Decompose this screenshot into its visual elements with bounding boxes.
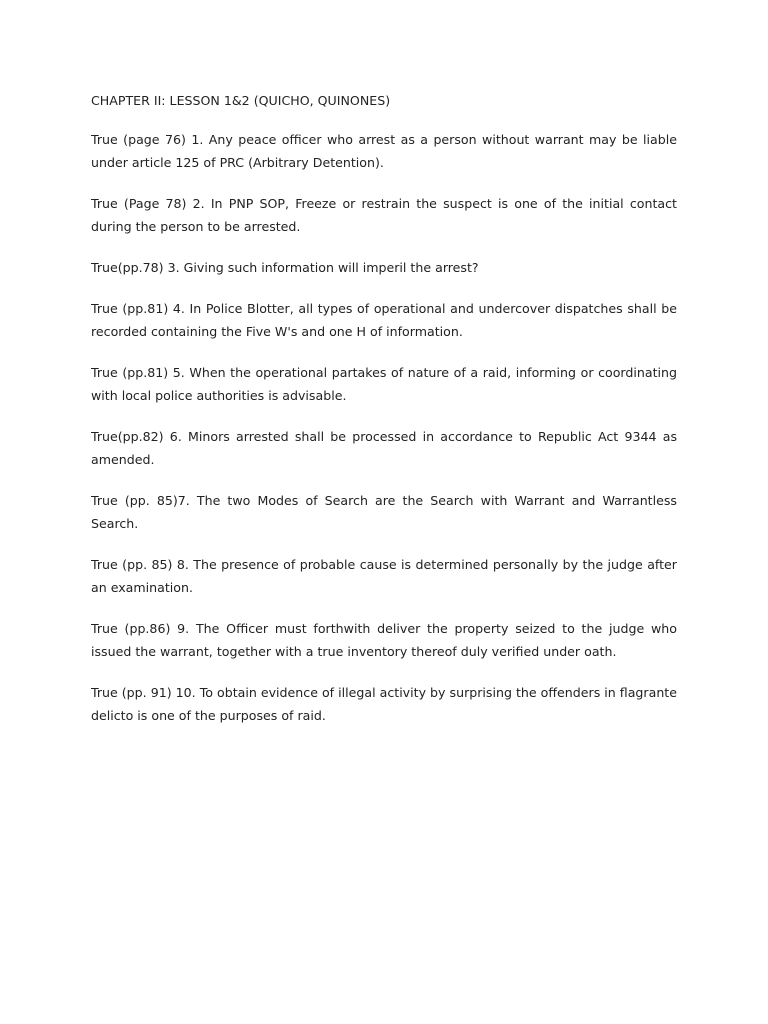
question-item-5: True (pp.81) 5. When the operational partakes of nature of a raid, informing or coordinating with local police authorities is advisable. (91, 365, 677, 403)
question-item-10: True (pp. 91) 10. To obtain evidence of illegal activity by surprising the offenders in flagrante delicto is one of the purposes of raid. (91, 685, 677, 723)
question-item-1: True (page 76) 1. Any peace officer who arrest as a person without warrant may be liable under article 125 of PRC (Arbitrary Detention). (91, 132, 677, 170)
question-item-3: True(pp.78) 3. Giving such information will imperil the arrest? (91, 260, 479, 275)
question-item-8: True (pp. 85) 8. The presence of probable cause is determined personally by the judge after an examination. (91, 557, 677, 595)
question-item-4: True (pp.81) 4. In Police Blotter, all types of operational and undercover dispatches shall be recorded containing the Five W's and one H of information. (91, 301, 677, 339)
question-item-6: True(pp.82) 6. Minors arrested shall be processed in accordance to Republic Act 9344 as amended. (91, 429, 677, 467)
question-item-2: True (Page 78) 2. In PNP SOP, Freeze or restrain the suspect is one of the initial contact during the person to be arrested. (91, 196, 677, 234)
document-title: CHAPTER II: LESSON 1&2 (QUICHO, QUINONES) (91, 93, 391, 108)
question-item-9: True (pp.86) 9. The Officer must forthwith deliver the property seized to the judge who issued the warrant, together with a true inventory thereof duly verified under oath. (91, 621, 677, 659)
question-item-7: True (pp. 85)7. The two Modes of Search are the Search with Warrant and Warrantless Search. (91, 493, 677, 531)
